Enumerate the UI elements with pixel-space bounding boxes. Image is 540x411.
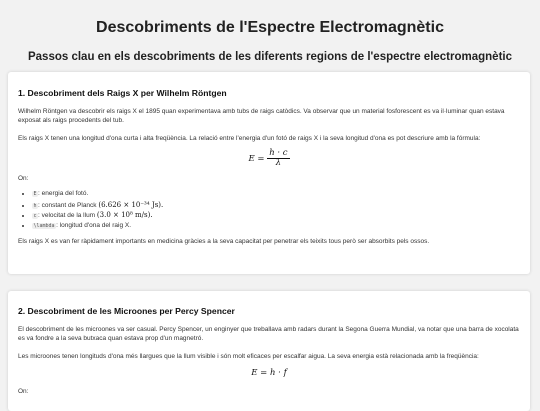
list-item: • E : energia del fotó.: [32, 189, 520, 200]
list-item: • h : constant de Planck (6.626 × 10⁻³⁴ Js).: [32, 200, 520, 211]
formula-photon-energy: [18, 149, 520, 168]
variable-code: h: [33, 202, 37, 209]
section-heading: 1. Descobriment dels Raigs X per Wilhelm Röntgen: [18, 88, 227, 98]
formula-denominator: λ: [275, 158, 282, 168]
section-card-microwaves: [8, 291, 530, 411]
section-paragraph: Els raigs X es van fer ràpidament importants en medicina gràcies a la seva capacitat per penetrar els teixits tous però ser absorbits pels ossos.: [18, 238, 430, 245]
variable-code: \lambda: [33, 222, 55, 229]
section-paragraph: Les microones tenen longituds d'ona més llargues que la llum visible i són molt eficaces per escalfar aigua. La seva energia està relacionada amb la freqüència:: [18, 353, 479, 360]
list-item: • c : velocitat de la llum (3.0 × 10⁸ m/s).: [32, 210, 520, 221]
section-paragraph: El descobriment de les microones va ser casual. Percy Spencer, un enginyer que treballava amb radars durant la Segona Guerra Mundial, va notar que una barra de xocolata es va fondre a la seva butxaca quan estava prop d'un magnetró.: [18, 326, 519, 342]
formula-energy-frequency: E = h · f: [251, 368, 287, 378]
on-label: On:: [18, 388, 29, 395]
section-card-xrays: [8, 72, 530, 274]
section-paragraph: Els raigs X tenen una longitud d'ona curta i alta freqüència. La relació entre l'energia d'un fotó de raigs X i la seva longitud d'ona es pot descriure amb la fórmula:: [18, 135, 481, 142]
page-subtitle: Passos clau en els descobriments de les diferents regions de l'espectre electromagnètic: [27, 51, 512, 63]
on-label: On:: [18, 175, 29, 182]
section-paragraph: Wilhelm Röntgen va descobrir els raigs X el 1895 quan experimentava amb tubs de raigs catòdics. Va observar que un material fosforescent es va il·luminar quan estava exposat als raigs procedents del tub.: [18, 108, 505, 124]
variable-code: c: [33, 213, 37, 219]
section-heading: 2. Descobriment de les Microones per Percy Spencer: [18, 306, 235, 316]
variable-code: E: [33, 191, 37, 197]
formula-lhs: E =: [248, 154, 265, 164]
formula-fraction: [267, 149, 289, 168]
page-title: Descobriments de l'Espectre Electromagnètic: [96, 19, 444, 36]
variable-list: [18, 189, 520, 231]
formula-numerator: h · c: [269, 148, 288, 158]
list-item: • \lambda : longitud d'ona del raig X.: [32, 221, 520, 232]
